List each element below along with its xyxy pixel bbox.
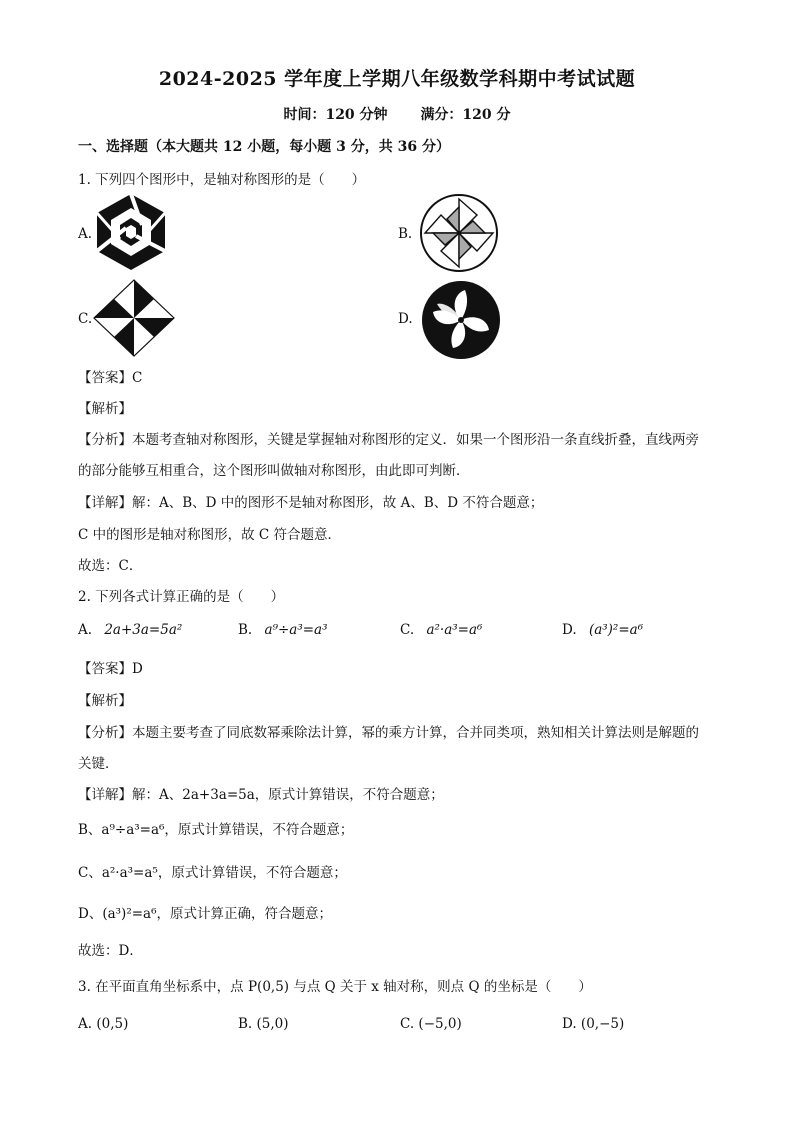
q1-detail-line1: 【详解】解：A、B、D 中的图形不是轴对称图形，故 A、B、D 不符合题意； xyxy=(78,495,544,511)
q3-option-c: C. (−5,0) xyxy=(400,1016,462,1032)
q2-option-d xyxy=(562,622,643,638)
q1-stem: 1. 下列四个图形中，是轴对称图形的是（ ） xyxy=(78,172,366,188)
q1-option-b-label: B. xyxy=(398,226,413,242)
page-title: 2024-2025 学年度上学期八年级数学科期中考试试题 xyxy=(158,68,636,90)
q1-detail-line2: C 中的图形是轴对称图形，故 C 符合题意． xyxy=(78,527,342,543)
diamond-triangles-icon xyxy=(93,279,175,357)
score-label: 满分：120 分 xyxy=(420,107,511,123)
q1-answer: 【答案】C xyxy=(78,370,143,386)
q1-option-d-label: D. xyxy=(398,311,413,327)
q2-option-a-label: A. xyxy=(78,622,93,638)
q2-detail-d: D、(a³)²=a⁶，原式计算正确，符合题意； xyxy=(78,906,333,922)
hexagon-spiral-icon xyxy=(93,192,169,272)
q2-option-a-expr: 2a+3a=5a² xyxy=(104,622,183,638)
q2-option-c-label: C. xyxy=(400,622,415,638)
q3-option-b: B. (5,0) xyxy=(238,1016,289,1032)
q1-option-c-label: C. xyxy=(78,311,93,327)
q2-stem: 2. 下列各式计算正确的是（ ） xyxy=(78,589,285,605)
q2-option-b xyxy=(238,622,328,638)
q1-option-a-label: A. xyxy=(78,226,93,242)
q3-stem: 3. 在平面直角坐标系中，点 P(0,5) 与点 Q 关于 x 轴对称，则点 Q 的坐标是（ ） xyxy=(78,979,592,995)
exam-info xyxy=(0,104,794,124)
q2-option-d-expr: (a³)²=a⁶ xyxy=(588,622,644,638)
section-heading: 一、选择题（本大题共 12 小题，每小题 3 分，共 36 分） xyxy=(78,139,450,155)
q1-analysis-tag: 【解析】 xyxy=(78,401,132,417)
q2-analysis-tag: 【解析】 xyxy=(78,693,132,709)
q2-option-b-label: B. xyxy=(238,622,253,638)
q2-option-d-label: D. xyxy=(562,622,577,638)
q2-detail-c: C、a²·a³=a⁵，原式计算错误，不符合题意； xyxy=(78,865,347,881)
bauhinia-flower-icon xyxy=(421,280,501,360)
q2-option-c xyxy=(400,622,482,638)
q2-conclusion: 故选：D． xyxy=(78,943,143,959)
q2-option-b-expr: a⁹÷a³=a³ xyxy=(264,622,328,638)
q2-option-c-expr: a²·a³=a⁶ xyxy=(426,622,483,638)
q2-fenxi-line2: 关键． xyxy=(78,756,119,772)
q2-fenxi-line1: 【分析】本题主要考查了同底数幂乘除法计算，幂的乘方计算，合并同类项，熟知相关计算法则是解题的 xyxy=(78,725,699,741)
q3-option-a: A. (0,5) xyxy=(78,1016,129,1032)
q1-fenxi-line1: 【分析】本题考查轴对称图形，关键是掌握轴对称图形的定义．如果一个图形沿一条直线折叠，直线两旁 xyxy=(78,432,699,448)
q2-detail-a: 【详解】解：A、2a+3a=5a，原式计算错误，不符合题意； xyxy=(78,787,444,803)
q3-option-d: D. (0,−5) xyxy=(562,1016,625,1032)
q1-conclusion: 故选：C． xyxy=(78,558,143,574)
q2-option-a xyxy=(78,622,182,638)
pinwheel-in-circle-icon xyxy=(419,193,499,273)
q1-fenxi-line2: 的部分能够互相重合，这个图形叫做轴对称图形，由此即可判断． xyxy=(78,463,470,479)
time-label: 时间：120 分钟 xyxy=(283,107,388,123)
q2-answer: 【答案】D xyxy=(78,661,143,677)
q2-detail-b: B、a⁹÷a³=a⁶，原式计算错误，不符合题意； xyxy=(78,822,354,838)
